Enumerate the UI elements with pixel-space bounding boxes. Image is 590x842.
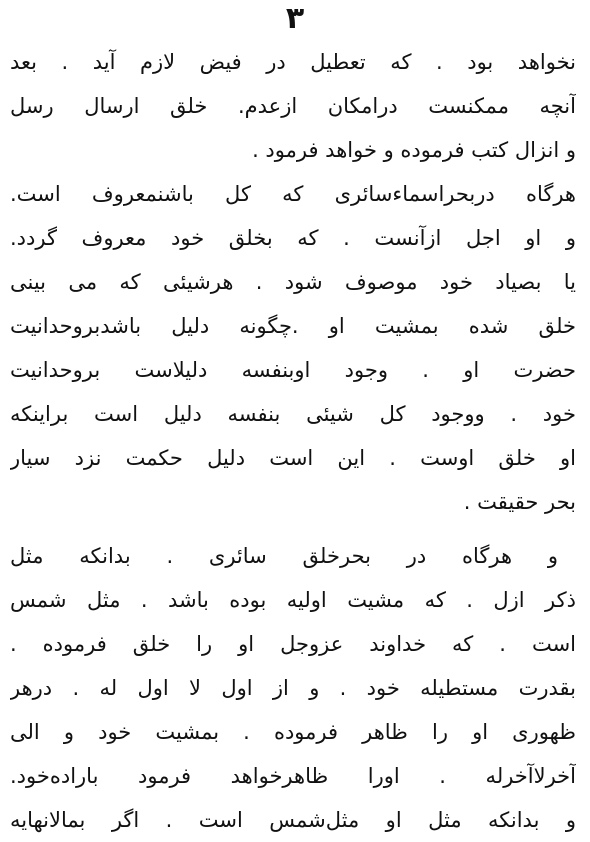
text-line-3: و انزال کتب فرموده و خواهد فرمود . bbox=[252, 138, 576, 162]
text-line-6: یا بصیاد خود موصوف شود . هرشیئی که می بینی bbox=[10, 270, 576, 294]
text-line-15: بقدرت مستطیله خود . و از اول لا اول له . درهر bbox=[10, 676, 576, 700]
text-line-4: هرگاه دربحراسماءسائری که کل باشنمعروف است. bbox=[10, 182, 576, 206]
text-line-5: و او اجل ازآنست . که بخلق خود معروف گردد. bbox=[10, 226, 576, 250]
text-line-7: خلق شده بمشیت او .چگونه دلیل باشدبروحدانیت bbox=[10, 314, 576, 338]
text-line-16: ظهوری او را ظاهر فرموده . بمشیت خود و الی bbox=[10, 720, 576, 744]
page-number: ۳ bbox=[285, 1, 305, 36]
text-line-10: او خلق اوست . این است دلیل حکمت نزد سیار bbox=[10, 446, 576, 470]
text-line-14: است . که خداوند عزوجل او را خلق فرموده . bbox=[10, 632, 576, 656]
text-line-2: آنچه ممکنست درامکان ازعدم. خلق ارسال رسل bbox=[10, 94, 576, 118]
text-line-12: و هرگاه در بحرخلق سائری . بدانکه مثل bbox=[10, 544, 558, 568]
text-line-17: آخرلاآخرله . اورا ظاهرخواهد فرمود باراده‌خود. bbox=[10, 764, 576, 788]
text-line-8: حضرت او . وجود اوبنفسه دلیلاست بروحدانیت bbox=[10, 358, 576, 382]
text-line-9: خود . ووجود کل شیئی بنفسه دلیل است براینکه bbox=[10, 402, 576, 426]
text-line-13: ذکر ازل . که مشیت اولیه بوده باشد . مثل شمس bbox=[10, 588, 576, 612]
text-line-18: و بدانکه مثل او مثل‌شمس است . اگر بمالانهایه bbox=[10, 808, 576, 832]
text-line-1: نخواهد بود . که تعطیل در فیض لازم آید . بعد bbox=[10, 50, 576, 74]
text-line-11: بحر حقیقت . bbox=[463, 490, 576, 514]
body-text bbox=[10, 40, 576, 842]
